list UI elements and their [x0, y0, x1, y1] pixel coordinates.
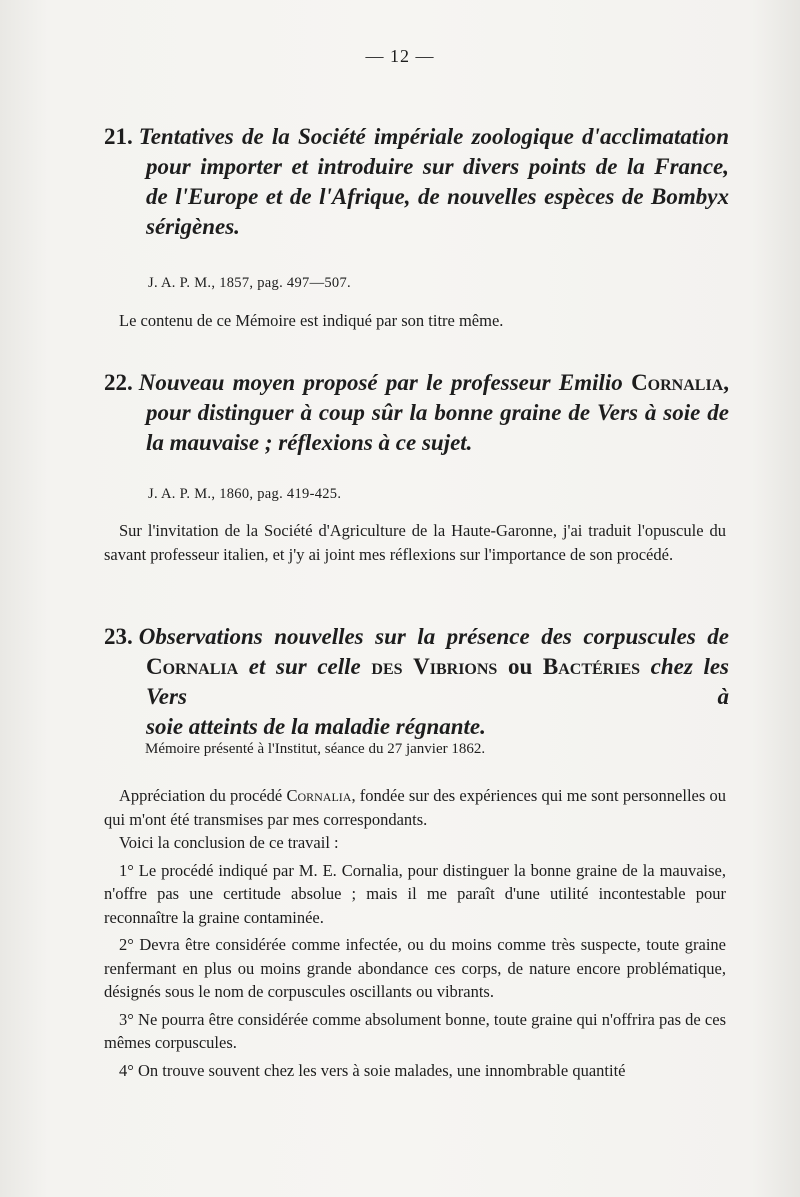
title-fragment: et sur celle	[238, 654, 372, 679]
entry-body	[104, 784, 726, 1082]
entry-number: 23.	[104, 624, 133, 649]
paragraph: 3° Ne pourra être considérée comme absolument bonne, toute graine qui n'offrira pas de ces mêmes corpuscules.	[104, 1009, 726, 1052]
title-fragment: Bactéries	[542, 654, 641, 679]
paragraph: 2° Devra être considérée comme infectée, ou du moins comme très suspecte, toute graine renfermant en plus ou moins grande abondance ces corps, de nature encore problématique, désignés sous le nom de corpuscules oscillants ou vibrants.	[104, 935, 726, 1001]
title-line: Nouveau moyen proposé par le professeur Emilio	[138, 370, 623, 395]
title-line: pour distinguer à coup sûr la bonne graine de Vers à soie de	[146, 400, 729, 425]
entry-body	[104, 309, 726, 333]
title-line: Tentatives de la Société impériale zoologique d'acclimatation	[138, 124, 729, 149]
title-fragment: des	[371, 654, 403, 679]
entry-number: 22.	[104, 370, 133, 395]
page-number: — 12 —	[365, 46, 435, 66]
title-line: pour importer et introduire sur divers points de la France,	[146, 154, 729, 179]
paragraph: 4° On trouve souvent chez les vers à soie malades, une innombrable quantité	[119, 1060, 626, 1080]
text-fragment: , fondée sur des expériences qui me sont personnelles ou qui m'ont été transmises par mes correspondants.	[104, 786, 726, 829]
paragraph: Le contenu de ce Mémoire est indiqué par son titre même.	[119, 311, 504, 330]
entry-title	[104, 622, 729, 742]
title-line: Observations nouvelles sur la présence des corpuscules de	[138, 624, 729, 649]
paragraph: 1° Le procédé indiqué par M. E. Cornalia, pour distinguer la bonne graine de la mauvaise, n'offre pas une certitude absolue ; mais il me paraît d'une utilité incontestable pour reconnaître la graine contaminée.	[104, 860, 726, 927]
reference: J. A. P. M., 1860, pag. 419-425.	[148, 486, 342, 502]
entry-title	[104, 122, 729, 242]
entry-number: 21.	[104, 124, 133, 149]
title-line: sérigènes.	[146, 214, 240, 239]
entry-22	[104, 368, 729, 458]
entry-21	[104, 122, 729, 242]
title-line: de l'Europe et de l'Afrique, de nouvelles espèces de Bombyx	[146, 184, 729, 209]
author-name: Cornalia	[146, 654, 239, 679]
title-line: la mauvaise ; réflexions à ce sujet.	[146, 430, 473, 455]
paragraph	[104, 784, 726, 831]
title-line: soie atteints de la maladie régnante.	[146, 714, 486, 739]
title-fragment: chez les Vers à	[146, 654, 730, 709]
memoire-note: Mémoire présenté à l'Institut, séance du 27 janvier 1862.	[145, 741, 486, 757]
paragraph: Sur l'invitation de la Société d'Agriculture de la Haute-Garonne, j'ai traduit l'opuscule du savant professeur italien, et j'y ai joint mes réflexions sur l'importance de son procédé.	[104, 521, 726, 564]
title-fragment: Vibrions	[413, 654, 498, 679]
entry-23	[104, 622, 729, 742]
author-name: Cornalia	[286, 786, 352, 805]
reference: J. A. P. M., 1857, pag. 497—507.	[148, 275, 351, 291]
author-name: Cornalia	[631, 370, 724, 395]
paragraph: Voici la conclusion de ce travail :	[119, 833, 339, 852]
text-fragment: Appréciation du procédé	[119, 786, 287, 805]
entry-body	[104, 519, 726, 566]
punctuation: ,	[723, 370, 729, 395]
title-fragment: ou	[507, 654, 533, 679]
entry-title	[104, 368, 729, 458]
title-line	[104, 652, 729, 712]
